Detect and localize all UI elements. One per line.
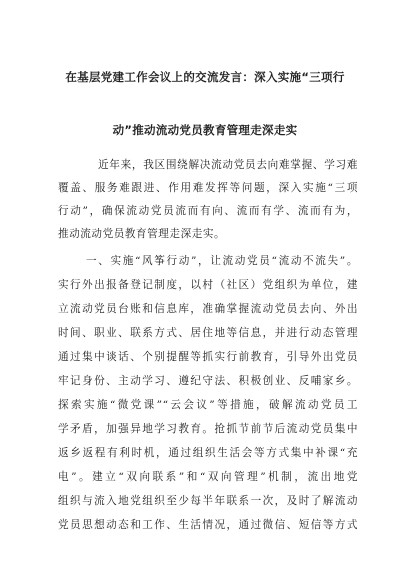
paragraph-line: 电”。建立“双向联系”和“双向管理”机制，流出地党 bbox=[58, 471, 358, 483]
paragraph-line: 覆盖、服务难跟进、作用难发挥等问题，深入实施“三项 bbox=[58, 182, 358, 194]
paragraph-line: 组织与流入地党组织至少每半年联系一次，及时了解流动 bbox=[58, 495, 358, 507]
paragraph-line: 牢记身份、主动学习、遵纪守法、积极创业、反哺家乡。 bbox=[58, 375, 358, 387]
paragraph-line: 时间、职业、联系方式、居住地等信息，并进行动态管理 bbox=[58, 327, 358, 339]
paragraph-line: 返乡返程有利时机，通过组织生活会等方式集中补课“充 bbox=[58, 447, 358, 459]
paragraph-line: 推动流动党员教育管理走深走实。 bbox=[58, 228, 226, 240]
section-heading-line: 一、实施“风筝行动”，让流动党员“流动不流失”。 bbox=[86, 255, 358, 267]
paragraph-line: 学矛盾，加强异地学习教育。抢抓节前节后流动党员集中 bbox=[58, 423, 358, 435]
paragraph-line: 实行外出报备登记制度，以村（社区）党组织为单位，建 bbox=[58, 279, 358, 291]
paragraph-line: 通过集中谈话、个别提醒等抓实行前教育，引导外出党员 bbox=[58, 351, 358, 363]
paragraph-line: 探索实施“微党课”“云会议”等措施，破解流动党员工 bbox=[58, 399, 358, 411]
paragraph-line: 近年来，我区围绕解决流动党员去向难掌握、学习难 bbox=[98, 159, 358, 171]
document-title-line-2: 动”推动流动党员教育管理走深走实 bbox=[112, 123, 298, 137]
document-title-line-1: 在基层党建工作会议上的交流发言：深入实施“三项行 bbox=[65, 70, 345, 84]
paragraph-line: 行动”，确保流动党员流而有向、流而有学、流而有为， bbox=[58, 205, 358, 217]
paragraph-line: 党员思想动态和工作、生活情况，通过微信、短信等方式 bbox=[58, 519, 358, 531]
paragraph-line: 立流动党员台账和信息库，准确掌握流动党员去向、外出 bbox=[58, 303, 358, 315]
